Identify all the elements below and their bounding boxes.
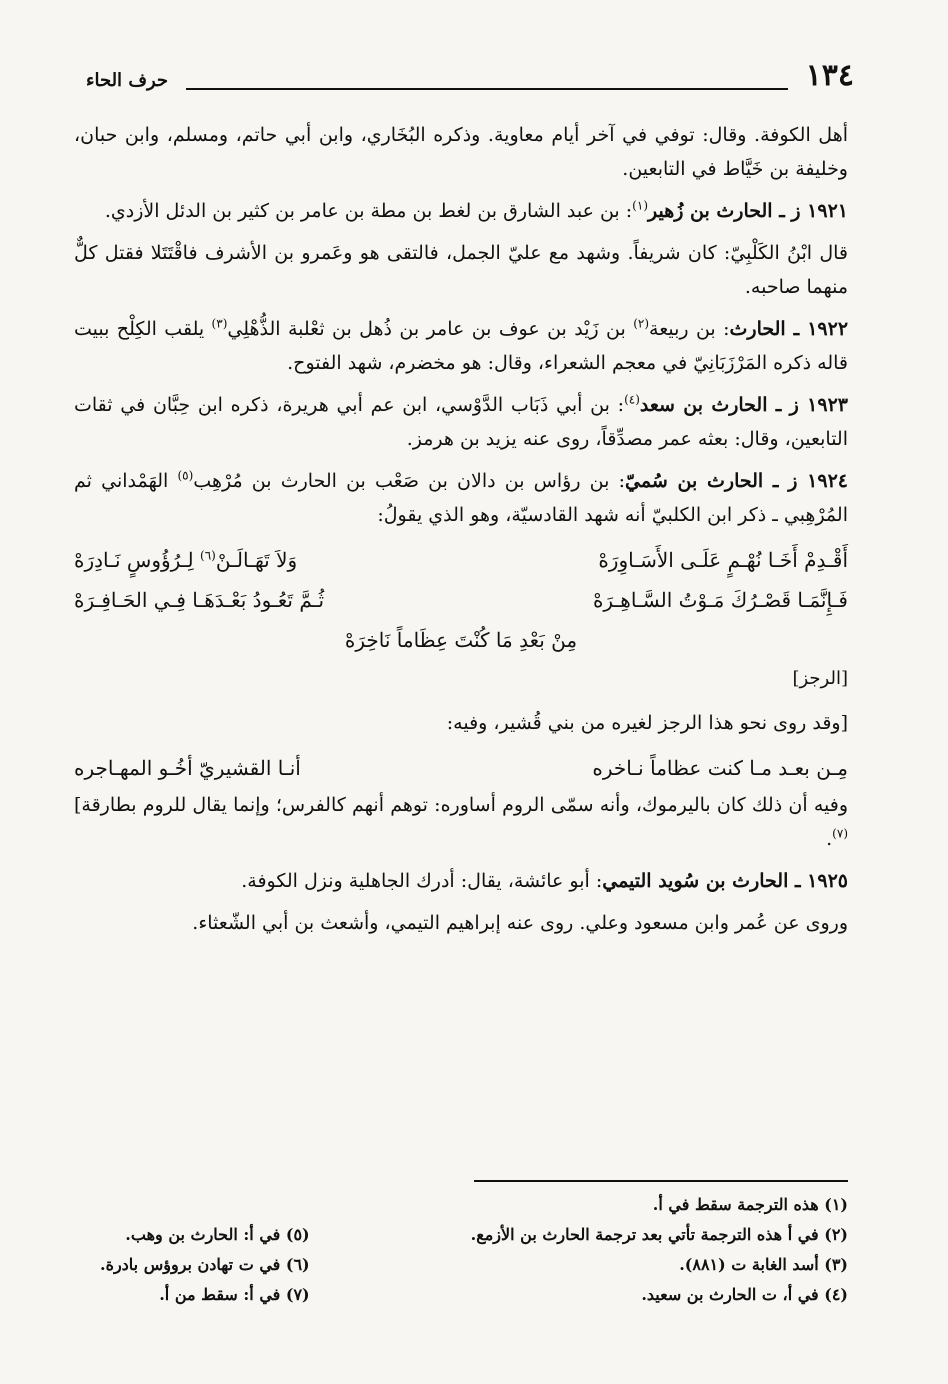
entry-text: يلقب الكِلْح ببيت قاله ذكره المَرْزَبَانِيّ في معجم الشعراء، وقال: هو مخضرم، شهد الفتوح. [74,318,848,374]
hemistich: فَـإِنَّمَـا قَصْـرُكَ مَـوْتُ السَّـاهِـرَهْ [592,588,848,612]
poem-line: مِنْ بَعْدِ مَا كُنْتَ عِظَاماً نَاخِرَهْ [344,628,578,652]
header-rule [186,88,788,90]
entry-heading: ١٩٢٣ ز ـ الحارث بن سعد [639,394,848,416]
footnote-column-left [100,1190,310,1310]
addition-paragraph [74,706,848,740]
entry-text: : بن رؤاس بن دالان بن صَعْب بن الحارث بن مُرْهِب [193,470,626,492]
hemistich-text: وَلاَ تَهَـالَـنْ [215,548,298,572]
footnote-rule [474,1180,848,1182]
entry-heading: ١٩٢٢ ـ الحارث [729,318,849,340]
entry-1925-paragraph [74,906,848,940]
footnote-6: (٦) في ت تهادن بروؤس بادرة. [100,1255,310,1274]
paragraph-text: أهل الكوفة. وقال: توفي في آخر أيام معاوية. وذكره البُخَاري، وابن أبي حاتم، ومسلم، وابن حبان، وخليفة بن خَيَّاط في التابعين. [74,124,848,180]
poem [74,540,848,660]
hemistich-text: لِـرُؤُوسٍ نَـادِرَهْ [74,548,200,572]
entry-1925 [74,864,848,898]
entry-text: : بن ربيعة [649,318,730,340]
entry-heading: ١٩٢١ ز ـ الحارث بن زُهير [648,200,848,222]
paragraph-text: قال ابْنُ الكَلْبِيّ: كان شريفاً. وشهد مع عليّ الجمل، فالتقى هو وعَمرو بن الأشرف فاقْتَتَلا فقتل كلٌّ منهما صاحبه. [74,242,848,298]
entry-1921-paragraph [74,236,848,304]
footnote-2: (٢) في أ هذه الترجمة تأتي بعد ترجمة الحارث بن الأزمع. [470,1225,848,1244]
footnote-5: (٥) في أ: الحارث بن وهب. [125,1225,310,1244]
entry-heading: ١٩٢٥ ـ الحارث بن سُويد التيمي [602,870,848,892]
paragraph-text: وروى عن عُمر وابن مسعود وعلي. روى عنه إبراهيم التيمي، وأشعث بن أبي الشّعثاء. [192,912,848,934]
paragraph-text: وفيه أن ذلك كان باليرموك، وأنه سمّى الروم أساوره: توهم أنهم كالفرس؛ وإنما يقال للروم بطارقة] [74,794,848,816]
entry-text: : أبو عائشة، يقال: أدرك الجاهلية ونزل الكوفة. [241,870,603,892]
footnote-3: (٣) أسد الغابة ت (٨٨١). [679,1255,848,1274]
paragraph-continuation [74,118,848,186]
footnote-ref[interactable]: (٧) [832,826,848,841]
poem-line [74,580,848,620]
paragraph-text: [وقد روى نحو هذا الرجز لغيره من بني قُشير، وفيه: [446,712,848,734]
hemistich: ثُـمَّ تَعُـودُ بَعْـدَهَـا فِـي الحَـافِـرَهْ [74,588,325,612]
entry-1921 [74,194,848,228]
footnote-1: (١) هذه الترجمة سقط في أ. [652,1195,848,1214]
footnote-ref[interactable]: (٥) [177,468,194,483]
hemistich: أنـا القشيريّ أخُـو المهـاجره [74,756,301,780]
footnote-ref[interactable]: (١) [632,198,648,213]
running-title: حرف الحاء [86,70,169,91]
entry-text: الهَمْداني ثم المُرْهِبي ـ ذكر ابن الكلبيّ أنه شهد القادسيّة، وهو الذي يقولُ: [74,470,848,526]
page-number: ١٣٤ [805,58,854,93]
entry-1924 [74,464,848,532]
entry-heading: ١٩٢٤ ز ـ الحارث بن سُميّ [625,470,848,492]
main-text [74,118,848,948]
page-header [86,58,854,98]
footnote-ref[interactable]: (٤) [624,392,640,407]
paragraph-text: . [826,828,833,850]
entry-text: بن زَيْد بن عوف بن عامر بن ذُهل بن ثعْلبة الذُّهْلِي [227,318,634,340]
footnote-ref[interactable]: (٦) [200,548,216,563]
verse-line [74,748,848,788]
entry-text: : بن أبي ذَبَاب الدَّوْسي، ابن عم أبي هريرة، ذكره ابن حِبَّان في ثقات التابعين، وقال: بعثه عمر مصدِّقاً، روى عنه يزيد بن هرمز. [74,394,848,450]
footnote-7: (٧) في أ: سقط من أ. [159,1285,310,1304]
footnote-columns [100,1190,848,1310]
entry-text: : بن عبد الشارق بن لغط بن مطة بن عامر بن كثير بن الدئل الأزدي. [104,200,633,222]
hemistich: أَقْـدِمْ أَخَـا نُهْـمٍ عَلَـى الأَسَـاوِرَهْ [598,548,848,572]
footnote-column-right [471,1190,848,1310]
poem-line [74,540,848,580]
entry-1923 [74,388,848,456]
footnote-4: (٤) في أ، ت الحارث بن سعيد. [641,1285,848,1304]
yarmouk-paragraph [74,788,848,856]
meter-label: [الرجز] [792,668,848,689]
footnotes [100,1190,848,1310]
footnote-ref[interactable]: (٢) [633,316,650,331]
footnote-ref[interactable]: (٣) [211,316,228,331]
hemistich [74,540,297,580]
hemistich: مِـن بعـد مـا كنت عظاماً نـاخره [592,756,848,780]
entry-1922 [74,312,848,380]
